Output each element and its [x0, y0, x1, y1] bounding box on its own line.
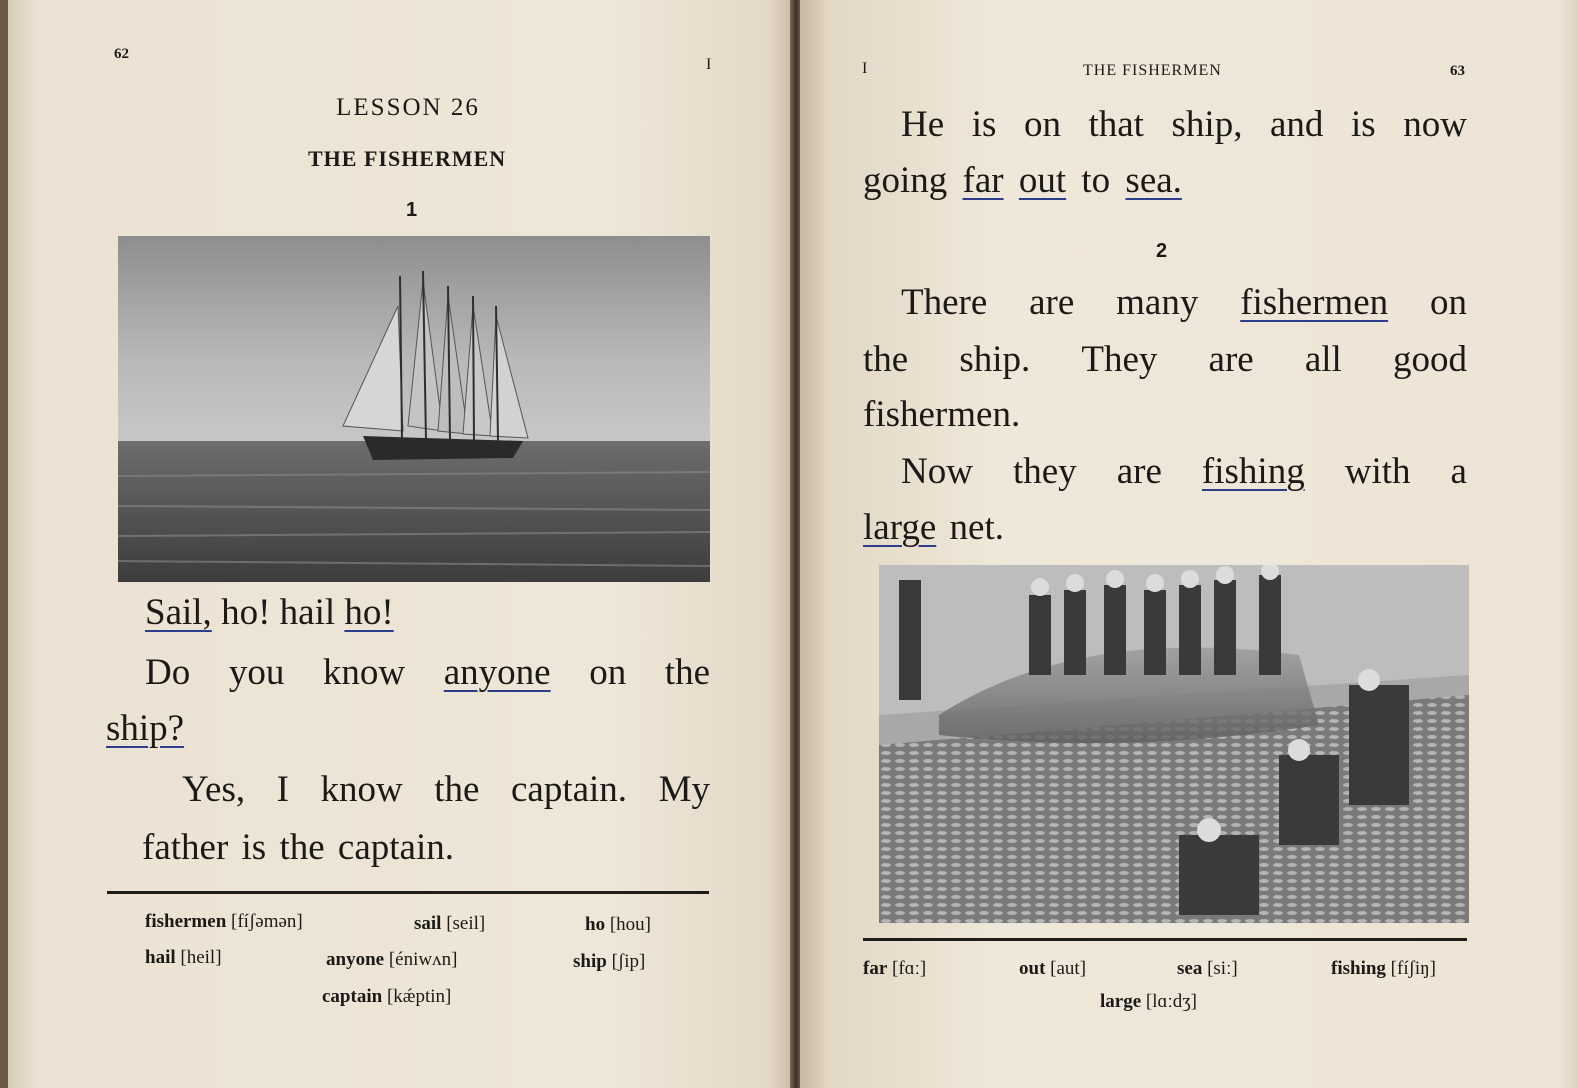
vocab-entry: ship [ʃip] — [573, 951, 646, 972]
word: are — [1029, 282, 1075, 323]
word: with — [1344, 451, 1411, 492]
word: the — [863, 339, 909, 380]
word: and — [1270, 104, 1324, 145]
word: fishermen — [1240, 282, 1389, 323]
word: going — [863, 160, 948, 201]
word: large — [863, 507, 937, 548]
lesson-heading: LESSON 26 — [336, 94, 480, 121]
word: ship? — [106, 708, 185, 749]
text-line-5 — [863, 396, 1020, 433]
word: the — [279, 827, 325, 868]
right-page — [800, 0, 1578, 1088]
vocab-entry: hail [heil] — [145, 947, 222, 968]
text-line-5 — [142, 829, 454, 866]
word: anyone — [443, 652, 551, 693]
word: is — [241, 827, 267, 868]
text-line-6 — [901, 453, 1467, 490]
word: There — [901, 282, 988, 323]
section-marker: I — [706, 56, 713, 73]
word: ho! — [344, 592, 394, 633]
word: on — [1429, 282, 1467, 323]
word: ship. — [959, 339, 1031, 380]
word: Sail, — [145, 592, 212, 633]
word: fishermen. — [863, 394, 1021, 435]
word: My — [658, 769, 710, 810]
word: They — [1081, 339, 1158, 380]
section-number: 2 — [1156, 240, 1168, 262]
text-line-3 — [106, 710, 184, 747]
vocab-entry: fishing [fíʃiŋ] — [1331, 958, 1436, 979]
word: fishing — [1201, 451, 1305, 492]
vocab-entry: sea [siː] — [1177, 958, 1238, 979]
text-line-2 — [145, 654, 710, 691]
vocab-entry: sail [seil] — [414, 913, 486, 934]
word: all — [1304, 339, 1342, 380]
vocab-entry: fishermen [fíʃəmən] — [145, 911, 303, 932]
word: captain. — [337, 827, 454, 868]
word: know — [320, 769, 403, 810]
page-number: 63 — [1450, 63, 1465, 79]
lesson-title: THE FISHERMEN — [308, 146, 507, 171]
word: ho! — [221, 592, 271, 633]
word: ship, — [1171, 104, 1243, 145]
word: captain. — [510, 769, 628, 810]
vocab-entry: anyone [éniwʌn] — [326, 949, 458, 970]
word: is — [971, 104, 997, 145]
word: good — [1392, 339, 1467, 380]
word: I — [276, 769, 289, 810]
word: Yes, — [182, 769, 246, 810]
text-line-4 — [863, 341, 1467, 378]
word: He — [901, 104, 945, 145]
word: is — [1350, 104, 1376, 145]
word: on — [589, 652, 627, 693]
text-line-3 — [901, 284, 1467, 321]
word: far — [962, 160, 1004, 201]
word: out — [1018, 160, 1067, 201]
vocab-entry: large [lɑːdʒ] — [1100, 991, 1197, 1012]
word: net. — [949, 507, 1004, 548]
vocab-entry: far [fɑː] — [863, 958, 927, 979]
word: they — [1012, 451, 1077, 492]
word: many — [1116, 282, 1199, 323]
vocab-entry: captain [kǽptin] — [322, 986, 452, 1007]
word: the — [434, 769, 480, 810]
word: to — [1081, 160, 1111, 201]
word: on — [1023, 104, 1061, 145]
vocab-entry: ho [hou] — [585, 914, 651, 935]
vocab-entry: out [aut] — [1019, 958, 1087, 979]
word: sea. — [1125, 160, 1182, 201]
page-number: 62 — [114, 46, 129, 62]
word: father — [142, 827, 229, 868]
word: know — [322, 652, 406, 693]
section-marker: I — [862, 60, 869, 77]
divider-rule — [107, 891, 709, 894]
word: Do — [145, 652, 191, 693]
sailing-ship-photo — [118, 236, 710, 582]
word: are — [1116, 451, 1162, 492]
text-line-2 — [863, 162, 1182, 199]
left-page — [8, 0, 793, 1088]
text-line-7 — [863, 509, 1004, 546]
text-line-4 — [182, 771, 710, 808]
word: a — [1450, 451, 1467, 492]
text-line-1 — [901, 106, 1467, 143]
word: hail — [279, 592, 336, 633]
word: are — [1208, 339, 1254, 380]
divider-rule — [863, 938, 1467, 941]
word: the — [664, 652, 710, 693]
running-head: THE FISHERMEN — [1083, 62, 1222, 79]
word: now — [1403, 104, 1467, 145]
section-number: 1 — [406, 199, 418, 221]
word: that — [1088, 104, 1144, 145]
fishermen-net-photo — [879, 565, 1469, 923]
word: Now — [901, 451, 973, 492]
text-line-1 — [145, 594, 394, 631]
word: you — [228, 652, 285, 693]
